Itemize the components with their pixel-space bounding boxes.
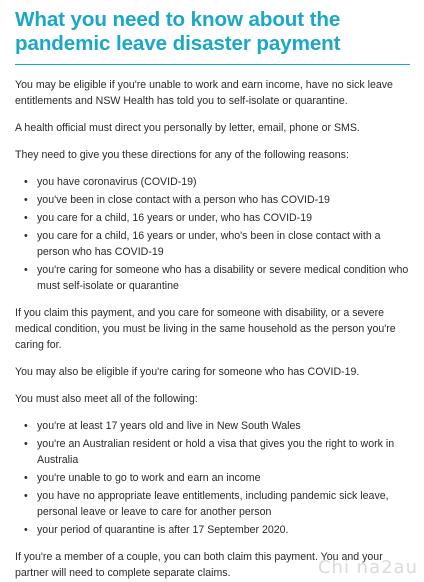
official-paragraph: A health official must direct you personally by letter, email, phone or SMS. — [15, 122, 360, 134]
household-paragraph: If you claim this payment, and you care for someone with disability, or a severe medical condition, you must be living in the same household as the person you're caring for. — [15, 307, 396, 351]
reasons-list — [15, 174, 410, 294]
list-item: • you're at least 17 years old and live in New South Wales — [25, 418, 410, 434]
list-item: • you have no appropriate leave entitlements, including pandemic sick leave, personal leave or leave to care for another person — [25, 488, 410, 520]
list-item: • you're caring for someone who has a disability or severe medical condition who must self-isolate or quarantine — [25, 262, 410, 294]
list-item: • you have coronavirus (COVID-19) — [25, 174, 410, 190]
page-title: What you need to know about the pandemic leave disaster payment — [15, 8, 341, 55]
title-divider — [15, 64, 410, 65]
list-item: • you care for a child, 16 years or under, who's been in close contact with a person who has COVID-19 — [25, 228, 410, 260]
list-item: • you're unable to go to work and earn an income — [25, 470, 410, 486]
list-item: • your period of quarantine is after 17 September 2020. — [25, 522, 410, 538]
intro-paragraph: You may be eligible if you're unable to work and earn income, have no sick leave entitlements and NSW Health has told you to self-isolate or quarantine. — [15, 79, 393, 107]
requirements-list — [15, 418, 410, 538]
must-meet-paragraph: You must also meet all of the following: — [15, 393, 198, 405]
also-eligible-paragraph: You may also be eligible if you're caring for someone who has COVID-19. — [15, 366, 360, 378]
list-item: • you care for a child, 16 years or under, who has COVID-19 — [25, 210, 410, 226]
list-item: • you've been in close contact with a person who has COVID-19 — [25, 192, 410, 208]
list-item: • you're an Australian resident or hold a visa that gives you the right to work in Australia — [25, 436, 410, 468]
couple-paragraph: If you're a member of a couple, you can both claim this payment. You and your partner will need to complete separate claims. — [15, 551, 383, 579]
reasons-lead-paragraph: They need to give you these directions for any of the following reasons: — [15, 149, 349, 161]
watermark: Chi na2au — [317, 557, 418, 578]
